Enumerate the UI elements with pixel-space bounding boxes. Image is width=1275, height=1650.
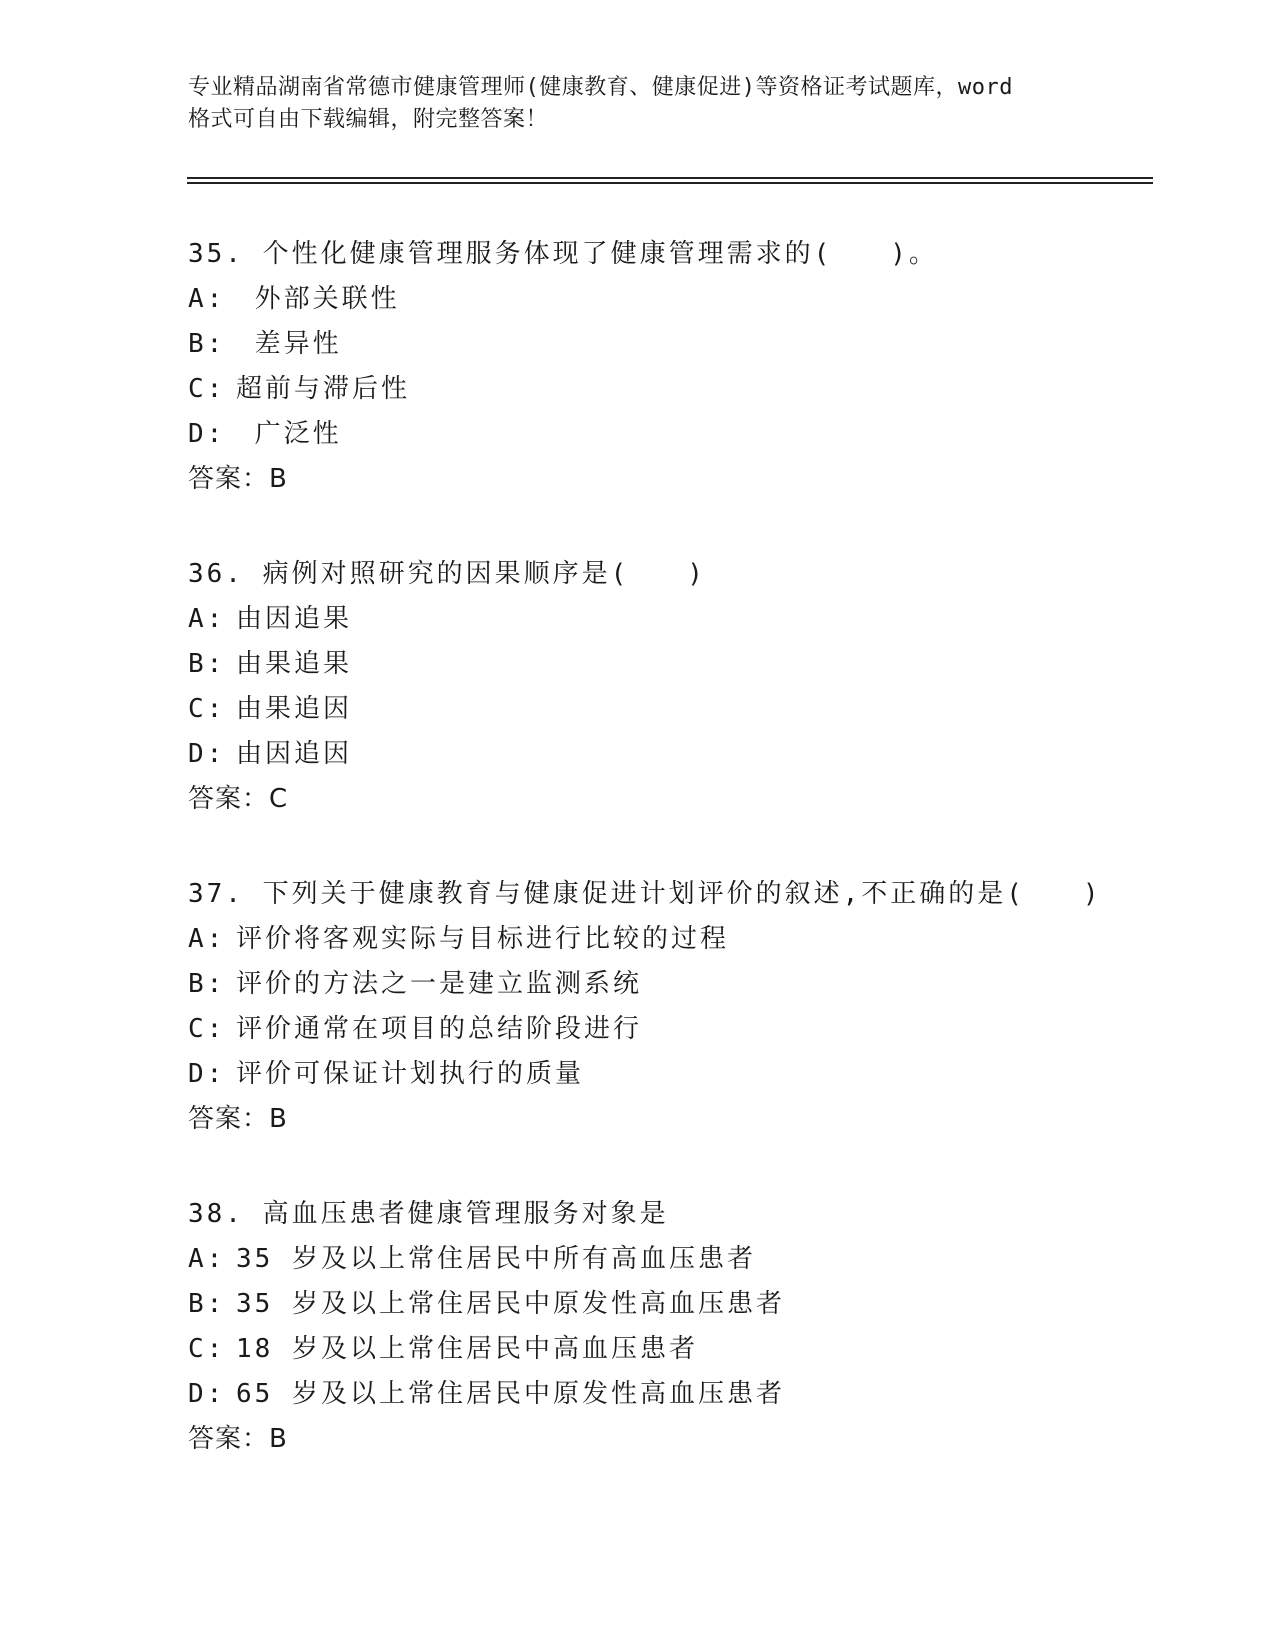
answer-line: 答案：C	[188, 784, 289, 814]
option-letter: B:	[188, 1289, 226, 1319]
option-letter: C:	[188, 694, 226, 724]
option-text: 65 岁及以上常住居民中原发性高血压患者	[236, 1379, 785, 1409]
option-text: 差异性	[236, 329, 342, 359]
option-text: 由因追果	[236, 604, 353, 634]
question-list	[188, 232, 1148, 1512]
option-letter: D:	[188, 419, 226, 449]
question-text: 个性化健康管理服务体现了健康管理需求的( )。	[262, 239, 938, 269]
question-number: 38.	[188, 1199, 244, 1229]
option-text: 18 岁及以上常住居民中高血压患者	[236, 1334, 698, 1364]
header-divider-top	[187, 177, 1153, 179]
option-letter: C:	[188, 1334, 226, 1364]
question-stem	[188, 1192, 1148, 1237]
option-d	[188, 1052, 1148, 1097]
option-letter: D:	[188, 1379, 226, 1409]
answer-line: 答案：B	[188, 464, 288, 494]
option-letter: A:	[188, 924, 226, 954]
header-line-1: 专业精品湖南省常德市健康管理师(健康教育、健康促进)等资格证考试题库，word	[188, 75, 1013, 100]
option-d	[188, 412, 1148, 457]
option-c	[188, 1007, 1148, 1052]
option-a	[188, 917, 1148, 962]
answer-line: 答案：B	[188, 1424, 288, 1454]
question-38	[188, 1192, 1148, 1512]
option-letter: A:	[188, 284, 226, 314]
question-stem	[188, 552, 1148, 597]
option-letter: B:	[188, 649, 226, 679]
option-b	[188, 642, 1148, 687]
question-stem	[188, 872, 1148, 917]
option-text: 35 岁及以上常住居民中原发性高血压患者	[236, 1289, 785, 1319]
option-b	[188, 1282, 1148, 1327]
option-letter: B:	[188, 969, 226, 999]
option-a	[188, 277, 1148, 322]
option-text: 评价的方法之一是建立监测系统	[236, 969, 643, 999]
answer-line: 答案：B	[188, 1104, 288, 1134]
option-d	[188, 1372, 1148, 1417]
option-letter: D:	[188, 1059, 226, 1089]
option-text: 外部关联性	[236, 284, 400, 314]
question-text: 下列关于健康教育与健康促进计划评价的叙述,不正确的是( )	[262, 879, 1102, 909]
question-number: 37.	[188, 879, 244, 909]
question-35	[188, 232, 1148, 552]
header-divider-bottom	[187, 182, 1153, 184]
question-text: 高血压患者健康管理服务对象是	[262, 1199, 669, 1229]
question-stem	[188, 232, 1148, 277]
option-text: 由果追因	[236, 694, 353, 724]
question-37	[188, 872, 1148, 1192]
option-letter: C:	[188, 1014, 226, 1044]
question-36	[188, 552, 1148, 872]
header-line-2: 格式可自由下载编辑，附完整答案！	[188, 107, 549, 132]
option-letter: B:	[188, 329, 226, 359]
option-b	[188, 962, 1148, 1007]
option-letter: C:	[188, 374, 226, 404]
option-text: 评价通常在项目的总结阶段进行	[236, 1014, 643, 1044]
question-number: 36.	[188, 559, 244, 589]
option-text: 35 岁及以上常住居民中所有高血压患者	[236, 1244, 756, 1274]
question-number: 35.	[188, 239, 244, 269]
option-text: 由果追果	[236, 649, 353, 679]
option-c	[188, 1327, 1148, 1372]
option-text: 评价将客观实际与目标进行比较的过程	[236, 924, 730, 954]
option-c	[188, 687, 1148, 732]
option-text: 超前与滞后性	[236, 374, 411, 404]
option-letter: A:	[188, 1244, 226, 1274]
option-a	[188, 597, 1148, 642]
option-b	[188, 322, 1148, 367]
option-text: 评价可保证计划执行的质量	[236, 1059, 585, 1089]
option-c	[188, 367, 1148, 412]
option-letter: A:	[188, 604, 226, 634]
option-text: 由因追因	[236, 739, 353, 769]
option-letter: D:	[188, 739, 226, 769]
document-header	[188, 72, 1088, 136]
question-text: 病例对照研究的因果顺序是( )	[262, 559, 706, 589]
option-a	[188, 1237, 1148, 1282]
option-d	[188, 732, 1148, 777]
option-text: 广泛性	[236, 419, 342, 449]
